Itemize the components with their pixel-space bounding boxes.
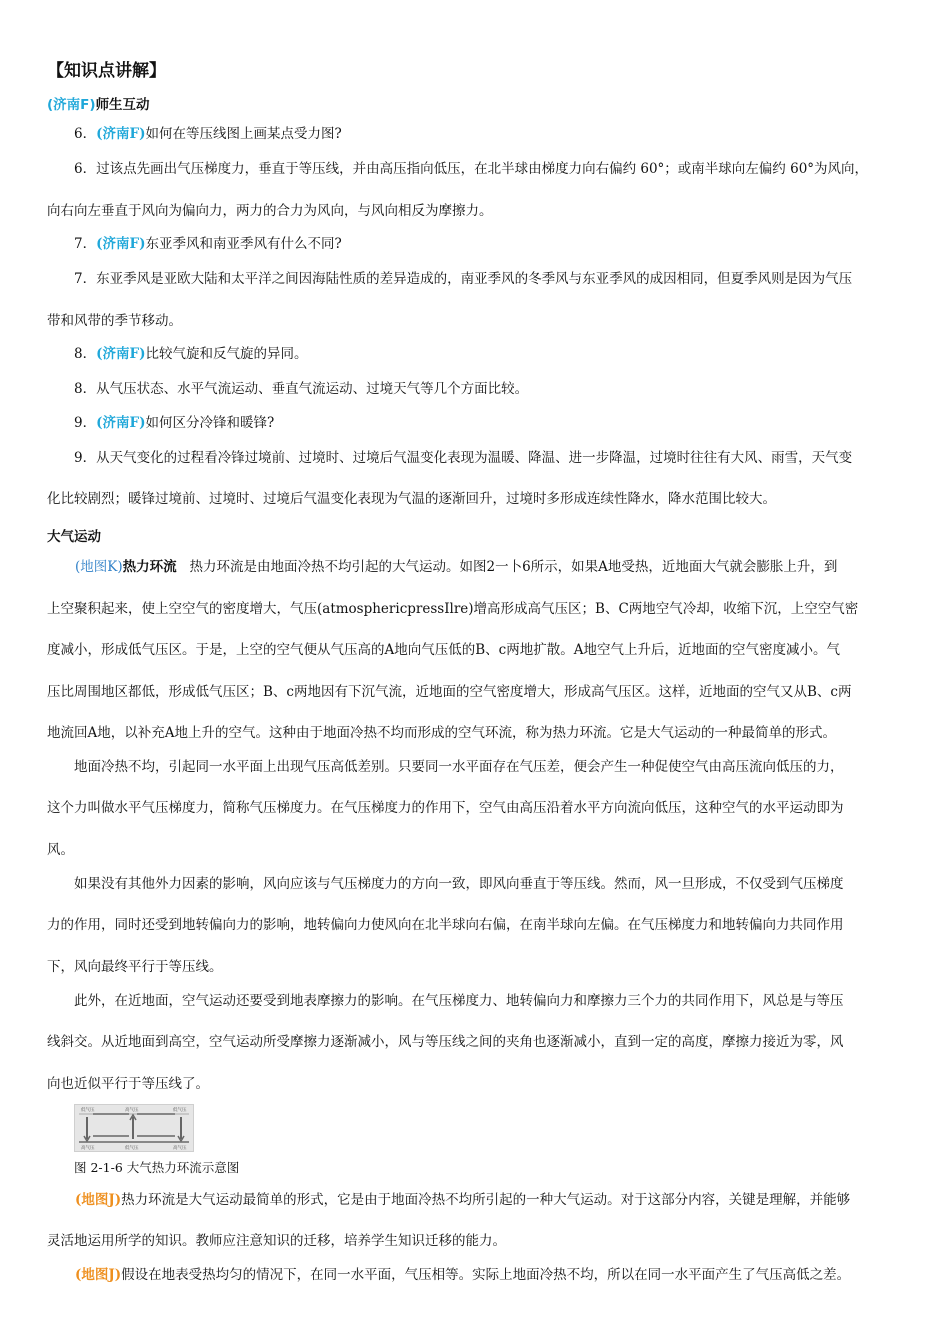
note-1-line-2: 灵活地运用所学的知识。教师应注意知识的迁移，培养学生知识迁移的能力。 [47,1233,506,1249]
figure-caption: 图 2-1-6 大气热力环流示意图 [74,1160,240,1175]
question-6 [47,126,905,143]
source-tag: (济南F) [47,97,96,113]
label-top-center: 高气压 [125,1108,139,1113]
answer-8-line-1: 8．从气压状态、水平气流运动、垂直气流运动、过境天气等几个方面比较。 [74,381,529,397]
para3-line-1: 如果没有其他外力因素的影响，风向应该与气压梯度力的方向一致，即风向垂直于等压线。然而，风一旦形成，不仅受到气压梯度 [74,876,844,892]
question-9 [47,415,905,432]
question-text: 如何在等压线图上画某点受力图? [145,126,342,142]
thermal-line-1 [47,559,905,576]
question-number: 6． [74,126,97,142]
heading-text: 师生互动 [95,97,150,113]
para2-line-1: 地面冷热不均，引起同一水平面上出现气压高低差别。只要同一水平面存在气压差，便会产生一种促使空气由高压流向低压的力， [74,759,844,775]
question-text: 如何区分冷锋和暖锋? [145,415,275,431]
source-tag: (济南F) [96,126,146,142]
para3-line-3: 下，风向最终平行于等压线。 [47,959,223,975]
answer-7-line-1: 7．东亚季风是亚欧大陆和太平洋之间因海陆性质的差异造成的，南亚季风的冬季风与东亚季风的成因相同，但夏季风则是因为气压 [74,271,853,287]
para4-line-1: 此外，在近地面，空气运动还要受到地表摩擦力的影响。在气压梯度力、地转偏向力和摩擦力三个力的共同作用下，风总是与等压 [74,993,844,1009]
source-tag: (地图J) [75,1267,122,1283]
source-tag: (地图J) [75,1192,122,1208]
note-2-line-1 [47,1267,905,1284]
question-text: 东亚季风和南亚季风有什么不同? [145,236,342,252]
para4-line-3: 向也近似平行于等压线了。 [47,1076,209,1092]
answer-7-line-2: 带和风带的季节移动。 [47,313,182,329]
source-tag: (济南F) [96,415,146,431]
label-bottom-right: 高气压 [173,1146,187,1151]
body-text: 热力环流是由地面冷热不均引起的大气运动。如图2一卜6所示，如果A地受热，近地面大气就会膨胀上升，到 [189,559,838,575]
label-bottom-left: 高气压 [81,1146,95,1151]
label-top-right: 低气压 [173,1108,187,1113]
atmos-heading: 大气运动 [47,529,101,545]
thermal-line-2: 上空聚积起来，使上空空气的密度增大，气压(atmosphericpressIlre)增高形成高气压区；B、C两地空气冷却，收缩下沉，上空空气密 [47,601,859,617]
circulation-diagram [75,1105,193,1151]
question-number: 7． [74,236,97,252]
section-title: 【知识点讲解】 [47,61,166,81]
answer-9-line-1: 9．从天气变化的过程看冷锋过境前、过境时、过境后气温变化表现为温暖、降温、进一步降温，过境时往往有大风、雨雪，天气变 [74,450,853,466]
question-7 [47,236,905,253]
note-1-line-1 [47,1192,905,1209]
thermal-line-4: 压比周围地区都低，形成低气压区；B、c两地因有下沉气流，近地面的空气密度增大，形成高气压区。这样，近地面的空气又从B、c两 [47,684,852,700]
question-number: 9． [74,415,97,431]
answer-6-line-2: 向右向左垂直于风向为偏向力，两力的合力为风向，与风向相反为摩擦力。 [47,203,493,219]
label-top-left: 低气压 [81,1108,95,1113]
source-tag: (济南F) [96,236,146,252]
thermal-line-3: 度减小，形成低气压区。于是，上空的空气便从气压高的A地向气压低的B、c两地扩散。A地空气上升后，近地面的空气密度减小。气 [47,642,840,658]
body-text: 热力环流是大气运动最简单的形式，它是由于地面冷热不均所引起的一种大气运动。对于这部分内容，关键是理解，并能够 [121,1192,851,1208]
thermal-circulation-figure [74,1104,194,1152]
para4-line-2: 线斜交。从近地面到高空，空气运动所受摩擦力逐渐减小，风与等压线之间的夹角也逐渐减小，直到一定的高度，摩擦力接近为零，风 [47,1034,844,1050]
question-text: 比较气旋和反气旋的异同。 [145,346,308,362]
term-title: 热力环流 [122,559,177,575]
body-text: 假设在地表受热均匀的情况下，在同一水平面，气压相等。实际上地面冷热不均，所以在同一水平面产生了气压高低之差。 [121,1267,851,1283]
para3-line-2: 力的作用，同时还受到地转偏向力的影响，地转偏向力使风向在北半球向右偏，在南半球向左偏。在气压梯度力和地转偏向力共同作用 [47,917,844,933]
para2-line-2: 这个力叫做水平气压梯度力，简称气压梯度力。在气压梯度力的作用下，空气由高压沿着水平方向流向低压，这种空气的水平运动即为 [47,800,844,816]
question-number: 8． [74,346,97,362]
thermal-line-5: 地流回A地，以补充A地上升的空气。这种由于地面冷热不均而形成的空气环流，称为热力环流。它是大气运动的一种最简单的形式。 [47,725,836,741]
interaction-heading [47,93,150,113]
answer-9-line-2: 化比较剧烈；暖锋过境前、过境时、过境后气温变化表现为气温的逐渐回升，过境时多形成连续性降水，降水范围比较大。 [47,491,776,507]
source-tag: (地图K) [75,559,123,575]
answer-6-line-1: 6．过该点先画出气压梯度力，垂直于等压线，并由高压指向低压，在北半球由梯度力向右偏约 60°；或南半球向左偏约 60°为风向， [74,161,869,177]
label-bottom-center: 低气压 [125,1146,139,1151]
question-8 [47,346,905,363]
para2-line-3: 风。 [47,842,74,858]
source-tag: (济南F) [96,346,146,362]
